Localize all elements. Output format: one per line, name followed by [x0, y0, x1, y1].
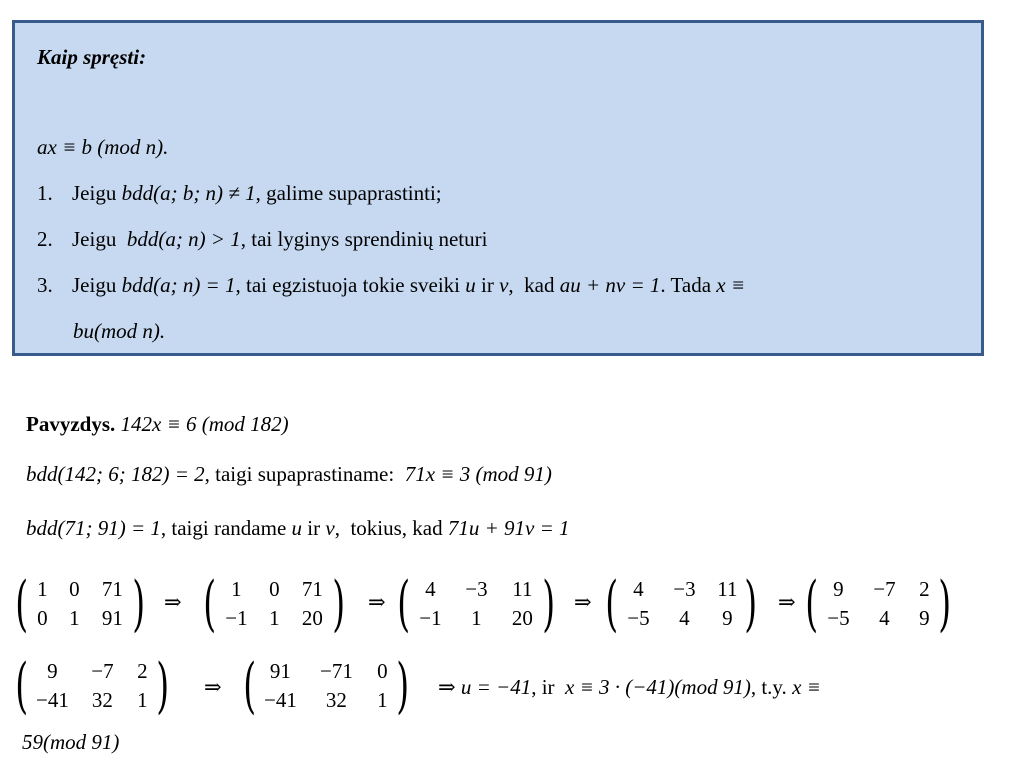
matrix-cell: −41: [264, 688, 297, 712]
matrix-cell: −7: [91, 659, 114, 683]
example-line-2: [26, 462, 552, 487]
matrix-cell: 20: [511, 606, 533, 630]
right-parenthesis: ): [396, 651, 410, 721]
implies-arrow: ⇒: [204, 675, 222, 699]
matrix-cell: −3: [465, 577, 488, 601]
augmented-matrix: [392, 569, 561, 639]
method-box: [12, 20, 984, 356]
step-math: x ≡: [716, 273, 746, 297]
gcd-expression: bdd(142; 6; 182) = 2: [26, 462, 205, 486]
example-text: , tokius, kad: [334, 516, 448, 540]
matrix-cell: 32: [325, 688, 347, 712]
var-u: u: [291, 516, 303, 540]
left-parenthesis: (: [805, 569, 819, 639]
right-parenthesis: ): [156, 651, 170, 721]
example-equation: 142x ≡ 6 (mod 182): [120, 412, 289, 436]
step-number: 3.: [37, 273, 53, 297]
result-line: [438, 675, 821, 700]
matrix-cell: 1: [137, 688, 148, 712]
linear-equation: 71u + 91v = 1: [447, 516, 570, 540]
step-math: bdd(a; b; n) ≠ 1: [121, 181, 256, 205]
left-parenthesis: (: [203, 569, 217, 639]
matrix-cell: −7: [873, 577, 896, 601]
right-parenthesis: ): [744, 569, 758, 639]
gcd-expression: bdd(71; 91) = 1: [26, 516, 161, 540]
left-parenthesis: (: [243, 651, 257, 721]
step-math: au + nv = 1: [559, 273, 661, 297]
matrix-cell: 4: [879, 606, 890, 630]
step-text: . Tada: [660, 273, 717, 297]
step-text: Jeigu: [72, 273, 122, 297]
augmented-matrix: [600, 569, 763, 639]
matrix-cell: 9: [47, 659, 58, 683]
step-math: u: [465, 273, 476, 297]
matrix-cell: 2: [137, 659, 148, 683]
example-text: ir: [302, 516, 326, 540]
matrix-cell: 1: [471, 606, 482, 630]
matrix-cell: −3: [673, 577, 696, 601]
step-3: [37, 273, 745, 298]
x-result: x ≡ 3 · (−41)(mod 91): [565, 675, 751, 699]
implies-arrow: ⇒: [778, 590, 796, 614]
matrix-cell: 4: [679, 606, 690, 630]
example-line-3: [26, 516, 570, 541]
step-text: , tai egzistuoja tokie sveiki: [235, 273, 466, 297]
matrix-cell: 71: [301, 577, 323, 601]
left-parenthesis: (: [605, 569, 619, 639]
box-title: Kaip spręsti:: [37, 45, 147, 69]
step-number: 2.: [37, 227, 53, 251]
matrix-cell: 2: [919, 577, 930, 601]
step-2: [37, 227, 487, 252]
implies-arrow: ⇒: [574, 590, 592, 614]
example-line-1: [26, 412, 289, 437]
var-v: v: [325, 516, 335, 540]
example-text: , taigi supaprastiname:: [204, 462, 405, 486]
example-label: Pavyzdys.: [26, 412, 116, 436]
result-text: , ir: [531, 675, 566, 699]
simplified-equation: 71x ≡ 3 (mod 91): [404, 462, 552, 486]
matrix-cell: 1: [37, 577, 48, 601]
step-math: bdd(a; n) > 1: [126, 227, 241, 251]
matrix-cell: 0: [269, 577, 280, 601]
matrix-cell: 1: [231, 577, 242, 601]
matrix-cell: 20: [301, 606, 323, 630]
matrix-cell: 1: [377, 688, 388, 712]
matrix-cell: 1: [269, 606, 280, 630]
matrix-cell: 0: [69, 577, 80, 601]
matrix-cell: 0: [377, 659, 388, 683]
step-text: , galime supaprastinti;: [255, 181, 442, 205]
step-text: Jeigu: [72, 227, 127, 251]
matrix-cell: −1: [225, 606, 248, 630]
augmented-matrix: [238, 651, 415, 721]
matrix-cell: 9: [722, 606, 733, 630]
step-1: [37, 181, 442, 206]
matrix-cell: −1: [419, 606, 442, 630]
u-result: ⇒ u = −41: [438, 675, 532, 699]
augmented-matrix: [10, 569, 151, 639]
implies-arrow: ⇒: [368, 590, 386, 614]
matrix-cell: 32: [91, 688, 113, 712]
x-congruence: x ≡: [792, 675, 821, 699]
step-text: , tai lyginys sprendinių neturi: [240, 227, 488, 251]
right-parenthesis: ): [332, 569, 346, 639]
right-parenthesis: ): [938, 569, 952, 639]
matrix-cell: 4: [425, 577, 436, 601]
matrix-cell: −5: [827, 606, 850, 630]
matrix-cell: 0: [37, 606, 48, 630]
matrix-cell: 11: [512, 577, 533, 601]
matrix-cell: 11: [717, 577, 738, 601]
matrix-cell: 9: [919, 606, 930, 630]
matrix-cell: 4: [633, 577, 644, 601]
step-text: , kad: [508, 273, 560, 297]
left-parenthesis: (: [15, 569, 29, 639]
example-text: , taigi randame: [160, 516, 292, 540]
congruence: ax ≡ b (mod n).: [37, 135, 169, 159]
left-parenthesis: (: [397, 569, 411, 639]
final-result: 59(mod 91): [22, 730, 120, 754]
matrix-cell: −41: [36, 688, 69, 712]
step-math: v: [499, 273, 509, 297]
matrix-cell: 71: [101, 577, 123, 601]
matrix-cell: 91: [101, 606, 123, 630]
augmented-matrix: [198, 569, 351, 639]
result-text: , t.y.: [750, 675, 793, 699]
augmented-matrix: [10, 651, 175, 721]
matrix-cell: 91: [269, 659, 291, 683]
step-math: bdd(a; n) = 1: [121, 273, 236, 297]
step-text: Jeigu: [72, 181, 122, 205]
left-parenthesis: (: [15, 651, 29, 721]
matrix-cell: 1: [69, 606, 80, 630]
matrix-cell: 9: [833, 577, 844, 601]
right-parenthesis: ): [542, 569, 556, 639]
matrix-cell: −71: [320, 659, 353, 683]
step-text: ir: [475, 273, 500, 297]
step-3-continuation: bu(mod n).: [73, 319, 166, 343]
implies-arrow: ⇒: [164, 590, 182, 614]
right-parenthesis: ): [132, 569, 146, 639]
step-number: 1.: [37, 181, 53, 205]
matrix-cell: −5: [627, 606, 650, 630]
augmented-matrix: [800, 569, 957, 639]
